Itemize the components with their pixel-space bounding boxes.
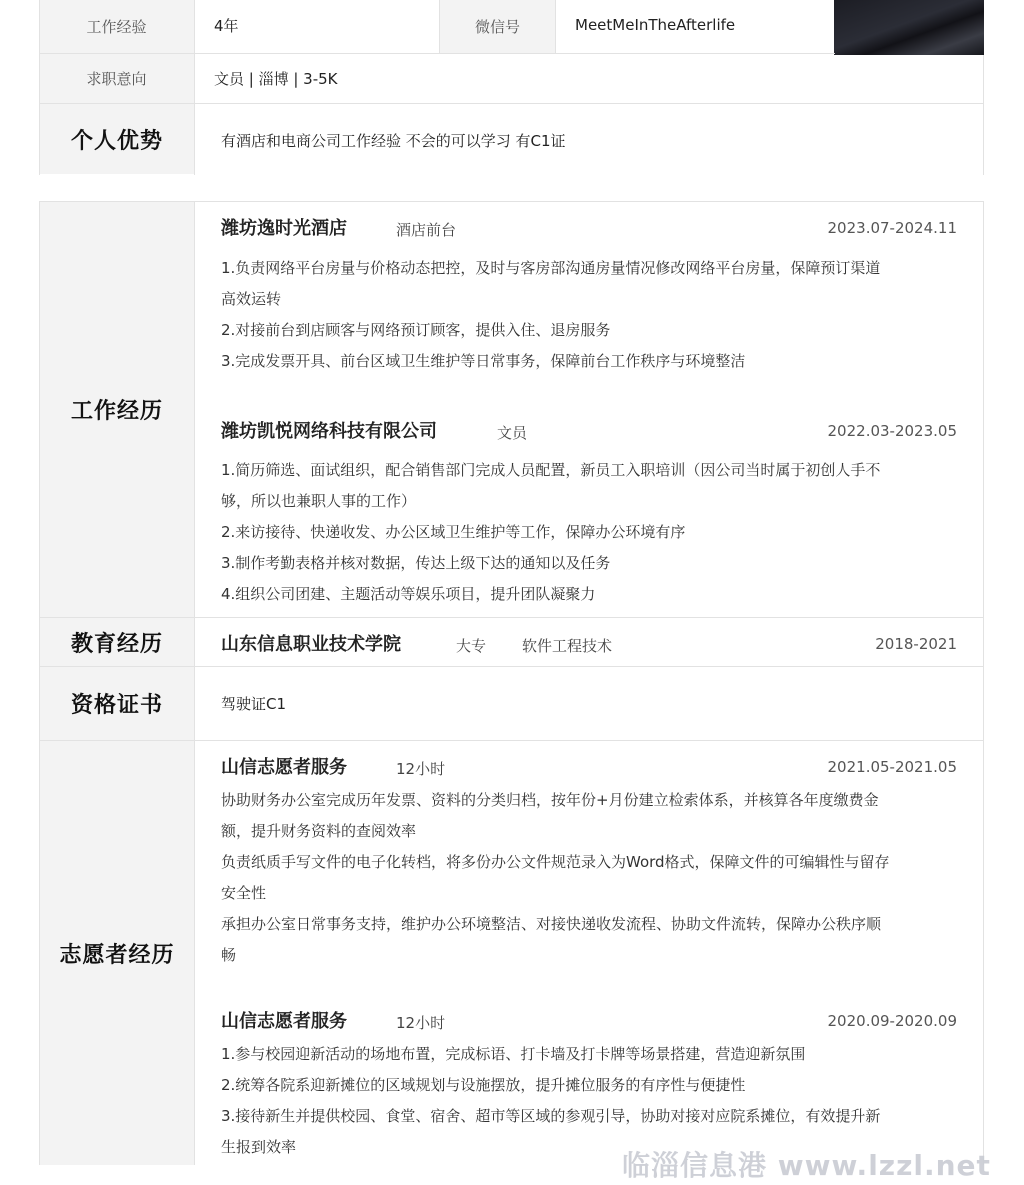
volunteer-date: 2020.09-2020.09 (827, 1012, 957, 1030)
volunteer-line: 3.接待新生并提供校园、食堂、宿舍、超市等区域的参观引导，协助对接对应院系摊位，有效提升新 (221, 1107, 881, 1125)
work-line: 1.负责网络平台房量与价格动态把控，及时与客房部沟通房量情况修改网络平台房量，保障预订渠道 (221, 259, 881, 277)
volunteer-line: 生报到效率 (221, 1138, 297, 1156)
education-title: 教育经历 (70, 631, 163, 657)
work-line: 3.制作考勤表格并核对数据，传达上级下达的通知以及任务 (221, 554, 611, 572)
volunteer-hours: 12小时 (396, 760, 446, 778)
education-date: 2018-2021 (875, 635, 957, 653)
volunteer-line: 2.统筹各院系迎新摊位的区域规划与设施摆放，提升摊位服务的有序性与便捷性 (221, 1076, 746, 1094)
volunteer-line: 额，提升财务资料的查阅效率 (221, 822, 417, 840)
work-item (221, 214, 957, 377)
work-line: 4.组织公司团建、主题活动等娱乐项目，提升团队凝聚力 (221, 585, 596, 603)
education-row (221, 618, 957, 666)
volunteer-line: 1.参与校园迎新活动的场地布置，完成标语、打卡墙及打卡牌等场景搭建，营造迎新氛围 (221, 1045, 806, 1063)
work-date: 2023.07-2024.11 (827, 219, 957, 237)
volunteer-hours: 12小时 (396, 1014, 446, 1032)
wechat-label: 微信号 (440, 0, 555, 53)
experience-value: 4年 (214, 16, 239, 35)
volunteer-date: 2021.05-2021.05 (827, 758, 957, 776)
work-org: 潍坊逸时光酒店 (221, 218, 347, 239)
work-title: 工作经历 (70, 399, 163, 424)
education-degree: 大专 (456, 637, 487, 655)
experience-label: 工作经验 (39, 0, 194, 53)
work-line: 够，所以也兼职人事的工作） (221, 492, 417, 510)
work-org: 潍坊凯悦网络科技有限公司 (221, 421, 437, 442)
wechat-value: MeetMeInTheAfterlife (575, 16, 736, 34)
volunteer-org: 山信志愿者服务 (221, 1011, 347, 1032)
work-line: 1.简历筛选、面试组织，配合销售部门完成人员配置，新员工入职培训（因公司当时属于初创人手不 (221, 461, 881, 479)
cert-title: 资格证书 (70, 693, 163, 718)
intent-value: 文员 | 淄博 | 3-5K (214, 70, 338, 88)
work-line: 3.完成发票开具、前台区域卫生维护等日常事务，保障前台工作秩序与环境整洁 (221, 352, 746, 370)
watermark: 临淄信息港 www.lzzl.net (622, 1149, 991, 1182)
work-date: 2022.03-2023.05 (827, 422, 957, 440)
avatar (834, 0, 984, 55)
volunteer-item (221, 753, 957, 971)
volunteer-line: 安全性 (221, 884, 267, 902)
volunteer-line: 畅 (221, 946, 237, 964)
cert-text: 驾驶证C1 (221, 695, 287, 713)
volunteer-item (221, 1007, 957, 1163)
work-role: 酒店前台 (396, 221, 457, 239)
work-item (221, 417, 957, 610)
work-line: 2.对接前台到店顾客与网络预订顾客，提供入住、退房服务 (221, 321, 611, 339)
volunteer-org: 山信志愿者服务 (221, 757, 347, 778)
work-role: 文员 (497, 424, 528, 442)
work-line: 2.来访接待、快递收发、办公区域卫生维护等工作，保障办公环境有序 (221, 523, 686, 541)
education-major: 软件工程技术 (522, 637, 613, 655)
basic-info-table (39, 0, 984, 104)
volunteer-line: 负责纸质手写文件的电子化转档，将多份办公文件规范录入为Word格式，保障文件的可编辑性与留存 (221, 853, 890, 871)
volunteer-title: 志愿者经历 (59, 942, 175, 968)
intent-label: 求职意向 (39, 54, 194, 103)
education-school: 山东信息职业技术学院 (221, 634, 401, 655)
volunteer-line: 承担办公室日常事务支持，维护办公环境整洁、对接快递收发流程、协助文件流转，保障办公秩序顺 (221, 915, 882, 933)
work-line: 高效运转 (221, 290, 282, 308)
advantage-title: 个人优势 (40, 104, 194, 174)
volunteer-line: 协助财务办公室完成历年发票、资料的分类归档，按年份+月份建立检索体系，并核算各年度缴费金 (221, 791, 879, 809)
advantage-text: 有酒店和电商公司工作经验 不会的可以学习 有C1证 (221, 131, 566, 150)
